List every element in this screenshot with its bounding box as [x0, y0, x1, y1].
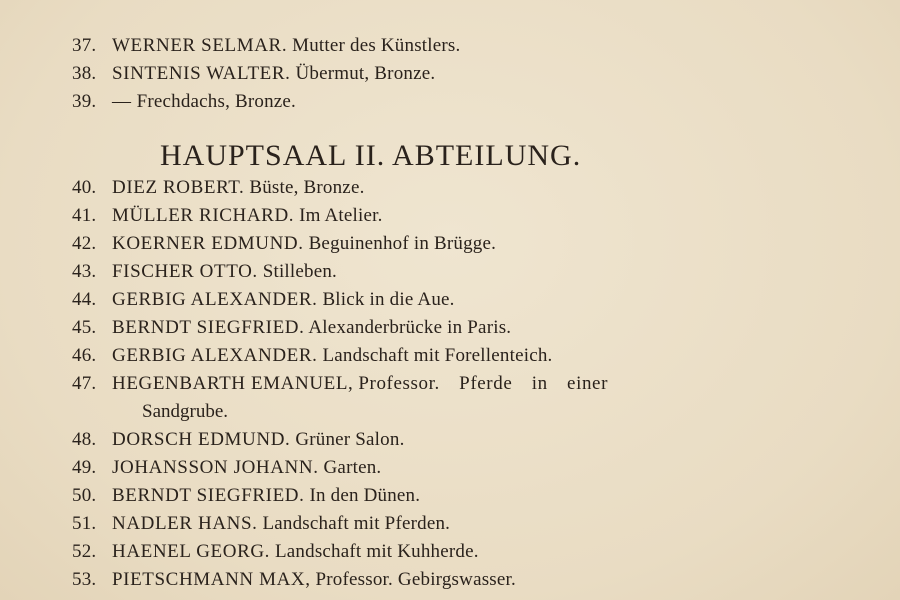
list-item: [72, 314, 511, 342]
artwork-title: Landschaft mit Pferden.: [262, 513, 451, 534]
artwork-title: Garten.: [323, 457, 382, 478]
entry-number: 46.: [72, 345, 97, 366]
artwork-title: In den Dünen.: [309, 485, 421, 506]
list-item: [72, 202, 383, 230]
artwork-title: Frechdachs, Bronze.: [136, 91, 296, 112]
entry-number: 44.: [72, 289, 97, 310]
list-item: [72, 370, 608, 398]
entry-number: 45.: [72, 317, 97, 338]
artwork-title: Alexanderbrücke in Paris.: [308, 317, 512, 338]
entry-number: 41.: [72, 205, 97, 226]
list-item: [72, 174, 365, 202]
entry-number: 48.: [72, 429, 97, 450]
artwork-title: Professor. Gebirgswasser.: [315, 569, 516, 590]
entry-number: 37.: [72, 35, 97, 56]
artwork-title: Landschaft mit Kuhherde.: [274, 541, 479, 562]
artwork-title: Grüner Salon.: [295, 429, 405, 450]
artwork-title: Stilleben.: [262, 261, 338, 282]
artist-name: BERNDT SIEGFRIED.: [112, 317, 305, 338]
section-heading: HAUPTSAAL II. ABTEILUNG.: [160, 139, 582, 172]
artwork-title: Mutter des Künstlers.: [292, 35, 461, 56]
artwork-title: Übermut, Bronze.: [295, 63, 436, 84]
entry-number: 39.: [72, 91, 97, 112]
entry-number: 47.: [72, 373, 97, 394]
entry-number: 52.: [72, 541, 97, 562]
entry-number: 49.: [72, 457, 97, 478]
artist-name: BERNDT SIEGFRIED.: [112, 485, 305, 506]
artwork-title: Beguinenhof in Brügge.: [308, 233, 497, 254]
artist-name: —: [112, 91, 132, 112]
artist-name: WERNER SELMAR.: [112, 35, 288, 56]
artist-name: HAENEL GEORG.: [112, 541, 271, 562]
artist-name: HEGENBARTH EMANUEL,: [112, 373, 354, 394]
entry-number: 42.: [72, 233, 97, 254]
artwork-title: Professor. Pferde in einer: [358, 373, 609, 394]
list-item: [72, 286, 455, 314]
artist-name: FISCHER OTTO.: [112, 261, 258, 282]
artist-name: GERBIG ALEXANDER.: [112, 345, 318, 366]
artwork-title: Blick in die Aue.: [322, 289, 455, 310]
artist-name: DORSCH EDMUND.: [112, 429, 291, 450]
list-item: [72, 538, 479, 566]
list-item: [72, 454, 381, 482]
list-item: [72, 32, 460, 60]
artist-name: KOERNER EDMUND.: [112, 233, 304, 254]
entry-number: 51.: [72, 513, 97, 534]
list-item: [72, 258, 337, 286]
artist-name: SINTENIS WALTER.: [112, 63, 291, 84]
list-item: [72, 566, 516, 594]
artist-name: NADLER HANS.: [112, 513, 258, 534]
list-item: [72, 482, 420, 510]
artist-name: PIETSCHMANN MAX,: [112, 569, 311, 590]
artwork-title: Im Atelier.: [299, 205, 383, 226]
artist-name: MÜLLER RICHARD.: [112, 205, 295, 226]
entry-number: 53.: [72, 569, 97, 590]
entry-number: 43.: [72, 261, 97, 282]
artwork-title: Landschaft mit Forellenteich.: [322, 345, 553, 366]
list-item: [72, 510, 450, 538]
list-item: [72, 88, 296, 116]
list-item: [72, 60, 435, 88]
artist-name: JOHANSSON JOHANN.: [112, 457, 319, 478]
entry-number: 40.: [72, 177, 97, 198]
list-item: [72, 230, 496, 258]
artist-name: GERBIG ALEXANDER.: [112, 289, 318, 310]
artist-name: DIEZ ROBERT.: [112, 177, 245, 198]
entry-number: 50.: [72, 485, 97, 506]
artwork-title: Büste, Bronze.: [249, 177, 365, 198]
entry-number: 38.: [72, 63, 97, 84]
list-item: [72, 342, 552, 370]
list-item: [72, 426, 405, 454]
entry-continuation: Sandgrube.: [142, 401, 229, 422]
